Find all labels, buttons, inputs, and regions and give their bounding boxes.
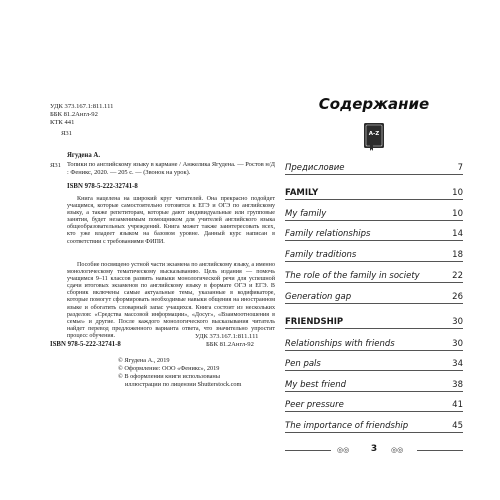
- toc-entry-page: 10: [452, 188, 463, 198]
- toc-entry[interactable]: [285, 291, 463, 304]
- bbk-code-bottom: ББК 81.2Англ-92: [206, 341, 254, 348]
- toc-entry-label: My family: [285, 209, 327, 219]
- toc-entry-label: Peer pressure: [285, 400, 344, 410]
- toc-entry-page: 7: [457, 163, 463, 173]
- copyright-illustrations: © В оформлении книги использованы: [118, 373, 220, 380]
- toc-entry-label: FRIENDSHIP: [285, 317, 344, 327]
- toc-entry[interactable]: [285, 420, 463, 433]
- toc-entry-label: FAMILY: [285, 188, 319, 198]
- udk-code: УДК 373.167.1:811.111: [50, 103, 114, 110]
- toc-entry-label: Pen pals: [285, 359, 321, 369]
- author-name: Ягудена А.: [67, 152, 101, 159]
- annotation-paragraph-2: Пособие посвящено устной части экзамена по английскому языку, а именно монологическому тематическому высказыванию. Цель издания — помочь учащимся 9–11 классов развить навыки монологической речи для успешной сдачи итоговых экзаменов по английскому языку в формате ОГЭ и ЕГЭ. В сборник включены самые актуальные темы, указанные в кодификаторе, которые помогут сформировать необходимые навыки общения на иностранном языке и обогатить словарный запас учащихся. Книга состоит из нескольких разделов: «Средства массовой информации», «Досуг», «Взаимоотношения в семье» и другие. После каждого монологического высказывания читатель найдет перевод предложенного варианта ответа, что значительно упростит процесс обучения.: [67, 262, 275, 339]
- toc-entry-label: My best friend: [285, 380, 347, 390]
- toc-entry-page: 14: [452, 229, 463, 239]
- toc-entry-page: 30: [452, 339, 463, 349]
- footer-rule-right: [417, 450, 463, 451]
- toc-entry-page: 18: [452, 250, 463, 260]
- toc-entry[interactable]: [285, 358, 463, 371]
- toc-entry-page: 10: [452, 209, 463, 219]
- toc-entry[interactable]: [285, 249, 463, 262]
- imprint-page: [50, 0, 275, 500]
- toc-entry-label: Relationships with friends: [285, 339, 395, 349]
- copyright-design: © Оформление: ООО «Феникс», 2019: [118, 365, 220, 372]
- footer-rule-left: [285, 450, 331, 451]
- bbk-code: ББК 81.2Англ-92: [50, 111, 98, 118]
- toc-entry[interactable]: [285, 270, 463, 283]
- toc-entry-page: 22: [452, 271, 463, 281]
- contents-title: Содержание: [318, 95, 430, 113]
- toc-entry[interactable]: [285, 399, 463, 412]
- toc-entry-label: Family traditions: [285, 250, 357, 260]
- toc-entry[interactable]: [285, 316, 463, 329]
- toc-entry-page: 34: [452, 359, 463, 369]
- toc-entry[interactable]: [285, 228, 463, 241]
- toc-entry-page: 45: [452, 421, 463, 431]
- annotation-paragraph-1: Книга нацелена на широкий круг читателей. Она прекрасно подойдет учащимся, которые самостоятельно готовятся к ЕГЭ и ОГЭ по английскому языку, а также репетиторам, которые дают индивидуальные или групповые занятия, будет незаменимым помощником для учителей английского языка общеобразовательных учреждений. Книга может также заинтересовать всех, кто уже владеет языком на базовом уровне. Данный курс написан в соответствии с требованиями ФИПИ.: [67, 196, 275, 245]
- toc-entry[interactable]: [285, 379, 463, 392]
- ornament-left-icon: ◎◎: [337, 446, 350, 454]
- author-mark: Я31: [61, 130, 72, 137]
- toc-entry-page: 26: [452, 292, 463, 302]
- toc-entry-label: Generation gap: [285, 292, 352, 302]
- ktk-code: КТК 441: [50, 119, 75, 126]
- book-icon: [361, 121, 387, 151]
- page-number: 3: [370, 444, 378, 454]
- copyright-license: иллюстрации по лицензии Shutterstock.com: [125, 381, 242, 388]
- toc-entry-label: The importance of friendship: [285, 421, 409, 431]
- contents-page: [285, 0, 465, 500]
- toc-entry[interactable]: [285, 208, 463, 221]
- toc-entry-page: 38: [452, 380, 463, 390]
- toc-entry[interactable]: [285, 187, 463, 200]
- toc-entry-label: Предисловие: [285, 163, 345, 173]
- ornament-right-icon: ◎◎: [391, 446, 404, 454]
- toc-entry[interactable]: [285, 338, 463, 351]
- toc-entry-label: Family relationships: [285, 229, 371, 239]
- toc-entry-label: The role of the family in society: [285, 271, 420, 281]
- isbn-bottom: ISBN 978-5-222-32741-8: [50, 341, 121, 348]
- isbn-top: ISBN 978-5-222-32741-8: [67, 183, 138, 190]
- toc-entry-page: 30: [452, 317, 463, 327]
- toc-entry-page: 41: [452, 400, 463, 410]
- book-icon-letters: A-Z: [368, 131, 380, 137]
- copyright-author: © Ягудена А., 2019: [118, 357, 170, 364]
- udk-code-bottom: УДК 373.167.1:811.111: [195, 333, 259, 340]
- author-mark-2: Я31: [50, 162, 61, 169]
- page-footer: [285, 444, 463, 458]
- bibliographic-citation: Топики по английскому языку в кармане / Анжелика Ягудена. — Ростов н/Д : Феникс, 2020. — 205 с. — (Звонок на урок).: [67, 161, 275, 176]
- toc-entry[interactable]: [285, 162, 463, 175]
